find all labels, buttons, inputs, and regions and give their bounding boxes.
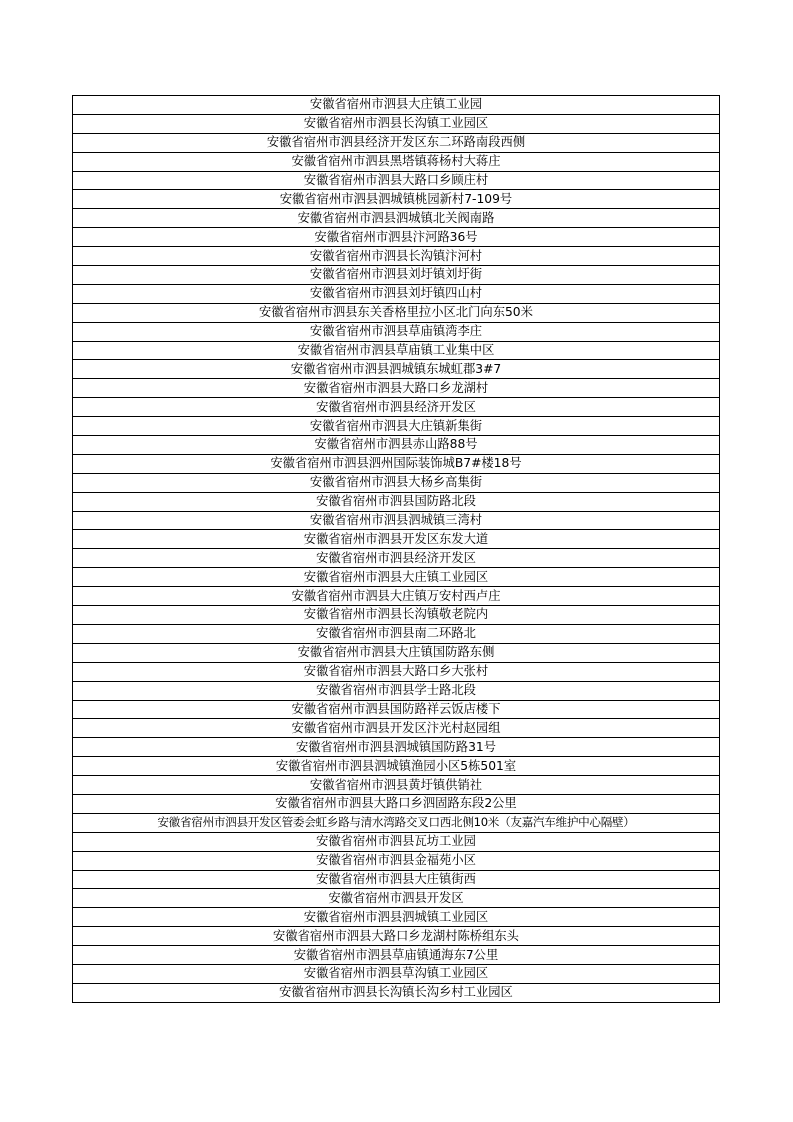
table-row <box>73 681 720 700</box>
address-cell: 安徽省宿州市泗县长沟镇敬老院内 <box>73 606 720 625</box>
table-row <box>73 606 720 625</box>
address-cell: 安徽省宿州市泗县泗城镇渔园小区5栋501室 <box>73 757 720 776</box>
table-row <box>73 492 720 511</box>
address-cell: 安徽省宿州市泗县金福苑小区 <box>73 851 720 870</box>
table-row <box>73 171 720 190</box>
address-cell: 安徽省宿州市泗县国防路北段 <box>73 492 720 511</box>
table-row <box>73 114 720 133</box>
address-cell: 安徽省宿州市泗县东关香格里拉小区北门向东50米 <box>73 303 720 322</box>
table-row <box>73 152 720 171</box>
address-cell: 安徽省宿州市泗县泗城镇东城虹郡3#7 <box>73 360 720 379</box>
address-cell: 安徽省宿州市泗县草庙镇工业集中区 <box>73 341 720 360</box>
table-row <box>73 398 720 417</box>
table-row <box>73 266 720 285</box>
address-cell: 安徽省宿州市泗县经济开发区东二环路南段西侧 <box>73 133 720 152</box>
table-row <box>73 436 720 455</box>
table-row <box>73 228 720 247</box>
address-cell: 安徽省宿州市泗县赤山路88号 <box>73 436 720 455</box>
address-cell: 安徽省宿州市泗县汴河路36号 <box>73 228 720 247</box>
table-row <box>73 454 720 473</box>
table-row <box>73 700 720 719</box>
address-cell: 安徽省宿州市泗县黄圩镇供销社 <box>73 776 720 795</box>
address-cell: 安徽省宿州市泗县大路口乡龙湖村 <box>73 379 720 398</box>
address-cell: 安徽省宿州市泗县开发区管委会虹乡路与清水湾路交叉口西北侧10米（友嘉汽车维护中心隔壁） <box>73 813 720 832</box>
table-row <box>73 983 720 1002</box>
table-row <box>73 643 720 662</box>
table-row <box>73 908 720 927</box>
address-table-body <box>73 96 720 1003</box>
address-cell: 安徽省宿州市泗县泗城镇桃园新村7-109号 <box>73 190 720 209</box>
table-row <box>73 417 720 436</box>
table-row <box>73 946 720 965</box>
address-cell: 安徽省宿州市泗县草庙镇通海东7公里 <box>73 946 720 965</box>
address-cell: 安徽省宿州市泗县黑塔镇蒋杨村大蒋庄 <box>73 152 720 171</box>
address-cell: 安徽省宿州市泗县大路口乡泗固路东段2公里 <box>73 794 720 813</box>
table-row <box>73 832 720 851</box>
table-row <box>73 133 720 152</box>
address-cell: 安徽省宿州市泗县泗州国际装饰城B7#楼18号 <box>73 454 720 473</box>
address-cell: 安徽省宿州市泗县大庄镇国防路东侧 <box>73 643 720 662</box>
address-cell: 安徽省宿州市泗县国防路祥云饭店楼下 <box>73 700 720 719</box>
table-row <box>73 757 720 776</box>
address-cell: 安徽省宿州市泗县长沟镇长沟乡村工业园区 <box>73 983 720 1002</box>
table-row <box>73 322 720 341</box>
table-row <box>73 738 720 757</box>
table-row <box>73 473 720 492</box>
table-row <box>73 964 720 983</box>
address-cell: 安徽省宿州市泗县经济开发区 <box>73 549 720 568</box>
table-row <box>73 719 720 738</box>
table-row <box>73 341 720 360</box>
table-row <box>73 794 720 813</box>
address-cell: 安徽省宿州市泗县大庄镇新集街 <box>73 417 720 436</box>
address-cell: 安徽省宿州市泗县泗城镇国防路31号 <box>73 738 720 757</box>
address-table <box>72 95 720 1003</box>
address-cell: 安徽省宿州市泗县刘圩镇四山村 <box>73 284 720 303</box>
address-cell: 安徽省宿州市泗县大庄镇工业园区 <box>73 568 720 587</box>
table-row <box>73 511 720 530</box>
table-row <box>73 209 720 228</box>
address-cell: 安徽省宿州市泗县大庄镇工业园 <box>73 96 720 115</box>
address-cell: 安徽省宿州市泗县瓦坊工业园 <box>73 832 720 851</box>
table-row <box>73 662 720 681</box>
address-cell: 安徽省宿州市泗县大庄镇万安村西卢庄 <box>73 587 720 606</box>
table-row <box>73 549 720 568</box>
address-cell: 安徽省宿州市泗县南二环路北 <box>73 624 720 643</box>
address-cell: 安徽省宿州市泗县草沟镇工业园区 <box>73 964 720 983</box>
address-cell: 安徽省宿州市泗县泗城镇北关阀南路 <box>73 209 720 228</box>
address-cell: 安徽省宿州市泗县泗城镇三湾村 <box>73 511 720 530</box>
table-row <box>73 813 720 832</box>
table-row <box>73 587 720 606</box>
table-row <box>73 927 720 946</box>
address-cell: 安徽省宿州市泗县泗城镇工业园区 <box>73 908 720 927</box>
address-cell: 安徽省宿州市泗县大路口乡龙湖村陈桥组东头 <box>73 927 720 946</box>
address-cell: 安徽省宿州市泗县开发区汴光村赵园组 <box>73 719 720 738</box>
table-row <box>73 776 720 795</box>
address-cell: 安徽省宿州市泗县大路口乡大张村 <box>73 662 720 681</box>
table-row <box>73 624 720 643</box>
address-cell: 安徽省宿州市泗县大庄镇街西 <box>73 870 720 889</box>
address-cell: 安徽省宿州市泗县开发区东发大道 <box>73 530 720 549</box>
table-row <box>73 530 720 549</box>
table-row <box>73 568 720 587</box>
table-row <box>73 870 720 889</box>
address-cell: 安徽省宿州市泗县大路口乡顾庄村 <box>73 171 720 190</box>
table-row <box>73 96 720 115</box>
table-row <box>73 379 720 398</box>
address-cell: 安徽省宿州市泗县大杨乡高集街 <box>73 473 720 492</box>
table-row <box>73 303 720 322</box>
table-row <box>73 190 720 209</box>
address-cell: 安徽省宿州市泗县长沟镇工业园区 <box>73 114 720 133</box>
table-row <box>73 247 720 266</box>
address-cell: 安徽省宿州市泗县刘圩镇刘圩街 <box>73 266 720 285</box>
address-cell: 安徽省宿州市泗县开发区 <box>73 889 720 908</box>
table-row <box>73 889 720 908</box>
address-cell: 安徽省宿州市泗县经济开发区 <box>73 398 720 417</box>
table-row <box>73 851 720 870</box>
table-row <box>73 360 720 379</box>
table-row <box>73 284 720 303</box>
address-cell: 安徽省宿州市泗县学士路北段 <box>73 681 720 700</box>
address-cell: 安徽省宿州市泗县草庙镇湾李庄 <box>73 322 720 341</box>
address-cell: 安徽省宿州市泗县长沟镇汴河村 <box>73 247 720 266</box>
